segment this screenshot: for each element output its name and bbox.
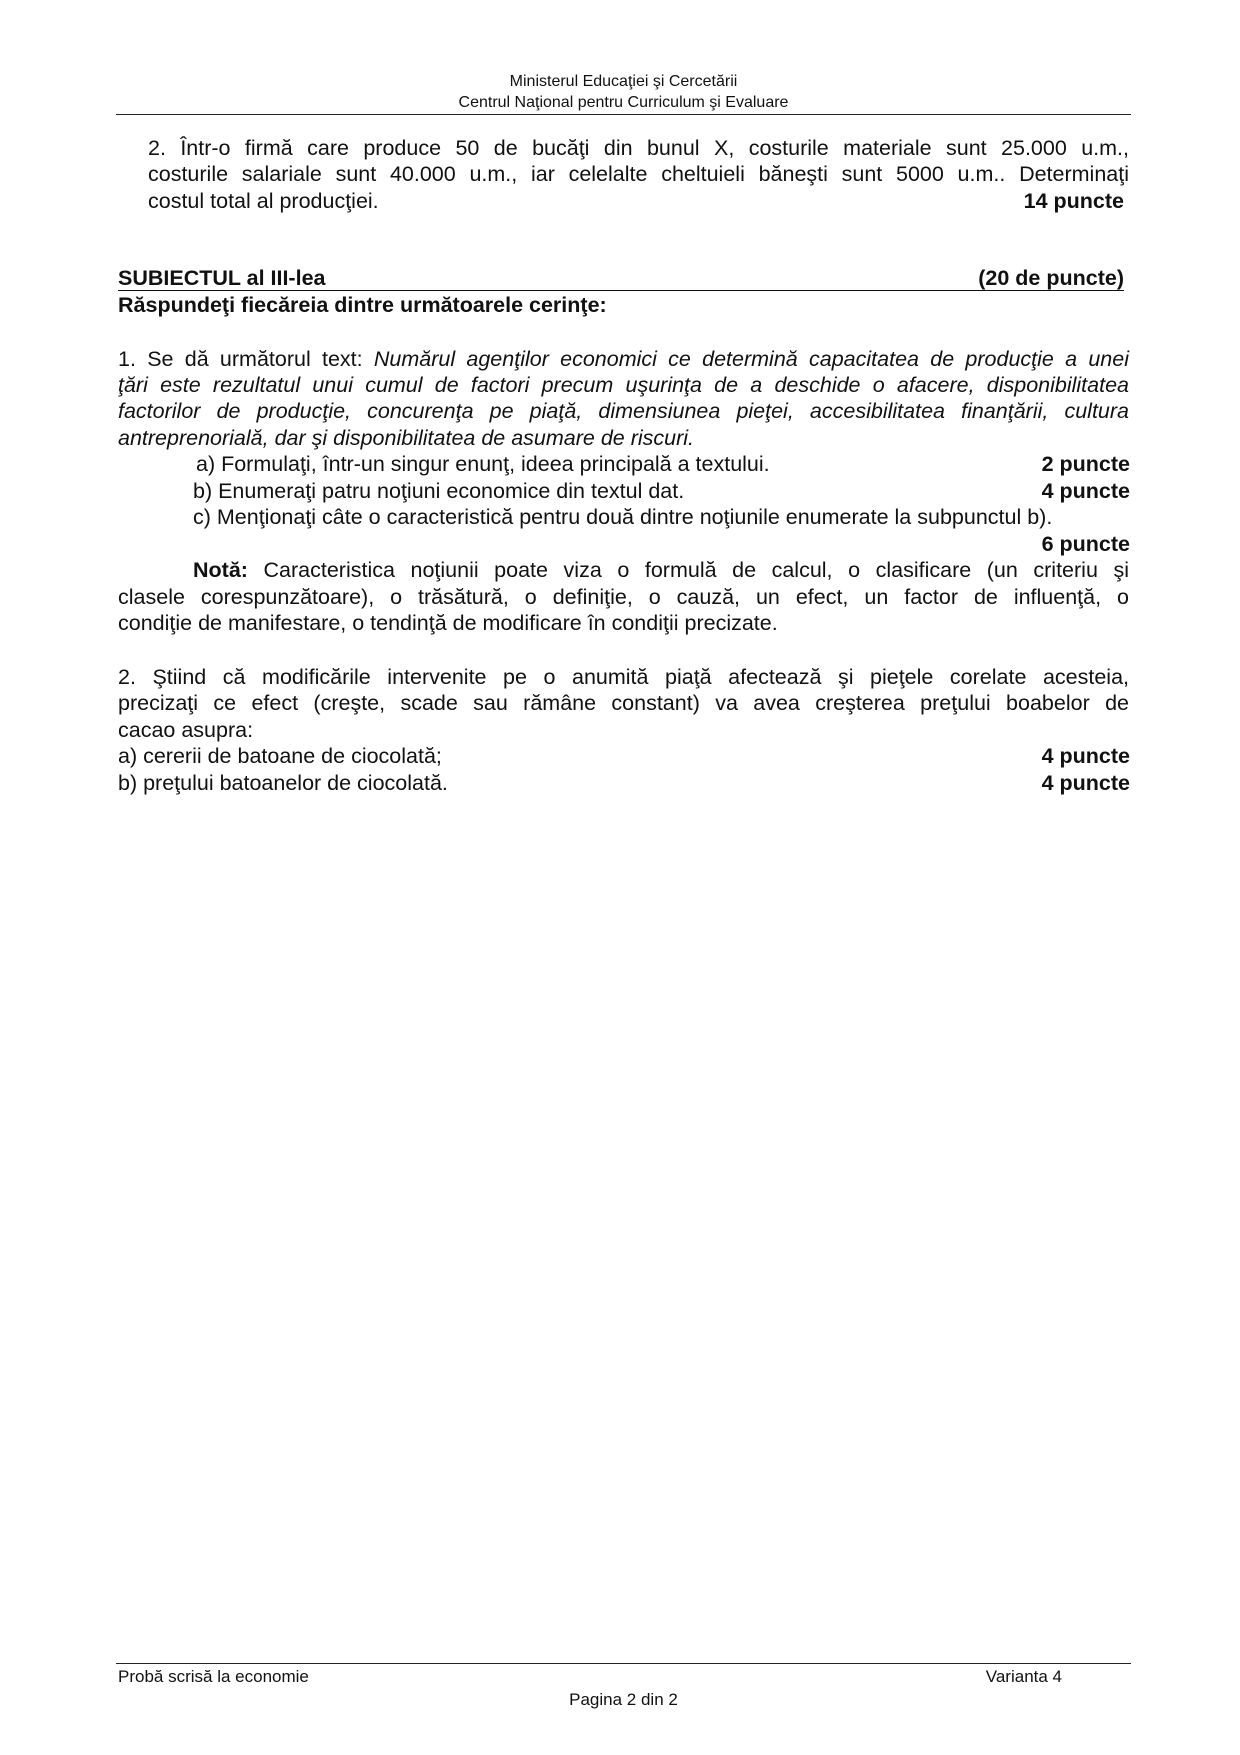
item2-line2: precizaţi ce efect (creşte, scade sau rămâne constant) va avea creşterea preţului boabelor de <box>118 691 1129 715</box>
item1-c-points: 6 puncte <box>1041 532 1130 556</box>
footer-exam-name: Probă scrisă la economie <box>118 1667 309 1686</box>
item1-b-points: 4 puncte <box>1041 479 1130 503</box>
item2-a-text: a) cererii de batoane de ciocolată; <box>118 744 442 768</box>
item2-a-points: 4 puncte <box>1041 744 1130 768</box>
note-line1-text: Caracteristica noţiunii poate viza o formulă de calcul, o clasificare (un criteriu şi <box>247 558 1129 582</box>
header-ministry: Ministerul Educaţiei şi Cercetării <box>509 73 738 90</box>
item1-a-text: a) Formulaţi, într-un singur enunţ, ideea principală a textului. <box>196 452 770 476</box>
note-line3: condiţie de manifestare, o tendinţă de modificare în condiţii precizate. <box>118 611 778 635</box>
item1-line1 <box>118 346 1129 373</box>
q2-prev-line2: costurile salariale sunt 40.000 u.m., iar celelalte cheltuieli băneşti sunt 5000 u.m.. Determinaţi <box>148 162 1129 186</box>
item1-prefix: 1. Se dă următorul text: <box>118 347 374 371</box>
item1-quote-line2: ţări este rezultatul unui cumul de factori precum uşurinţa de a deschide o afacere, disponibilitatea <box>118 373 1129 397</box>
note-line1 <box>193 557 1129 584</box>
footer-divider <box>116 1663 1131 1664</box>
item1-a-points: 2 puncte <box>1041 452 1130 476</box>
footer-variant: Varianta 4 <box>985 1667 1062 1686</box>
note-line2: clasele corespunzătoare), o trăsătură, o definiţie, o cauză, un efect, un factor de influenţă, o <box>118 585 1129 609</box>
subject-title: SUBIECTUL al III-lea <box>118 266 326 290</box>
header-divider <box>116 114 1131 115</box>
q2-prev-line3: costul total al producţiei. <box>148 189 379 213</box>
subject-total: (20 de puncte) <box>978 266 1124 290</box>
item1-b-text: b) Enumeraţi patru noţiuni economice din textul dat. <box>193 479 685 503</box>
q2-prev-points: 14 puncte <box>1023 189 1124 213</box>
item1-quote-line4: antreprenorială, dar şi disponibilitatea de asumare de riscuri. <box>118 426 695 450</box>
item1-quote-line3: factorilor de producţie, concurenţa pe piaţă, dimensiunea pieţei, accesibilitatea finanţării, cultura <box>118 399 1129 423</box>
q2-prev-line1: 2. Într-o firmă care produce 50 de bucăţi din bunul X, costurile materiale sunt 25.000 u.m., <box>148 136 1129 160</box>
subject-instruction: Răspundeţi fiecăreia dintre următoarele cerinţe: <box>118 293 607 317</box>
footer-page-number: Pagina 2 din 2 <box>569 1690 678 1709</box>
item2-line3: cacao asupra: <box>118 718 254 742</box>
item1-c-text: c) Menţionaţi câte o caracteristică pentru două dintre noţiunile enumerate la subpunctul b). <box>193 505 1053 529</box>
item2-b-text: b) preţului batoanelor de ciocolată. <box>118 771 448 795</box>
item2-line1: 2. Ştiind că modificările intervenite pe o anumită piaţă afectează şi pieţele corelate acesteia, <box>118 665 1129 689</box>
item1-quote-start: Numărul agenţilor economici ce determină capacitatea de producţie a unei <box>373 347 1129 371</box>
note-label: Notă: <box>193 558 248 582</box>
item2-b-points: 4 puncte <box>1041 771 1130 795</box>
header-center: Centrul Naţional pentru Curriculum şi Evaluare <box>458 94 789 111</box>
